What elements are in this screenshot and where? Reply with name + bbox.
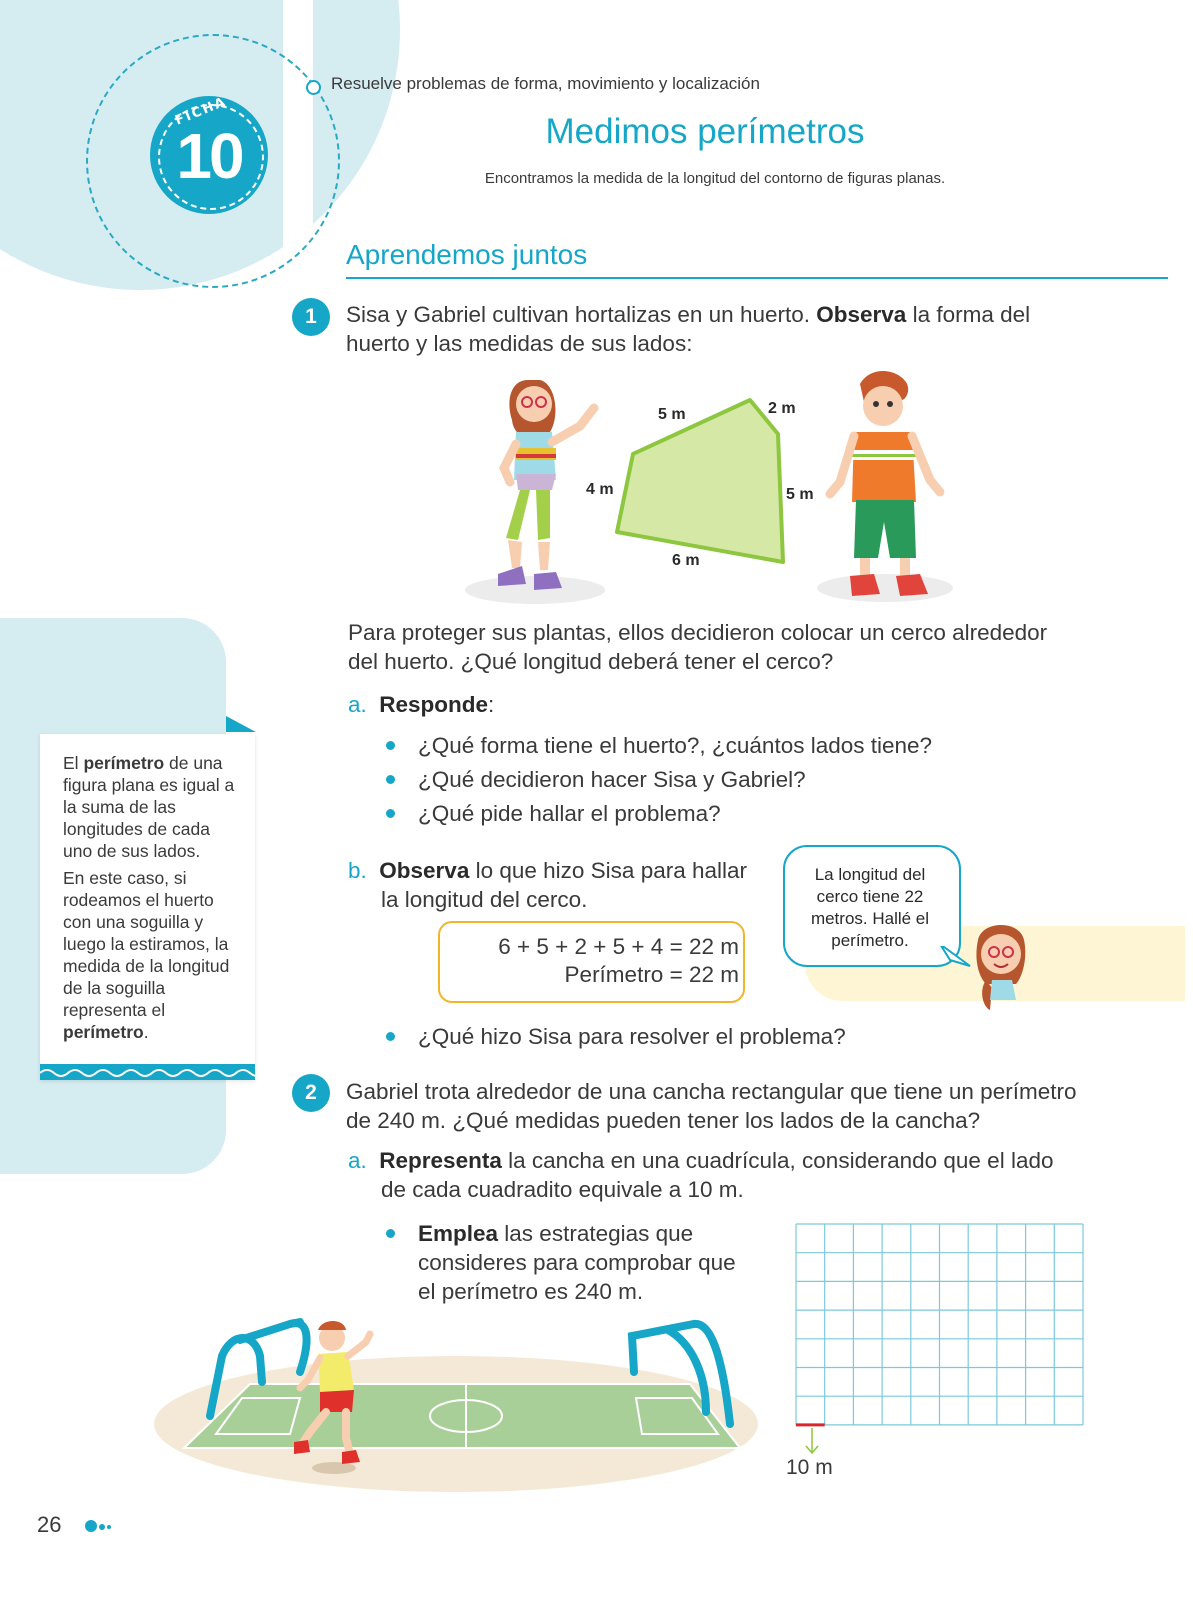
part-a-heading: a. Responde: — [348, 692, 495, 717]
part-b-heading: b. Observa lo que hizo Sisa para hallar la longitud del cerco. — [348, 858, 748, 912]
question-bullet-2: ¿Qué decidieron hacer Sisa y Gabriel? — [418, 767, 806, 792]
boy-shadow — [817, 574, 953, 602]
problem-2-statement: Gabriel trota alrededor de una cancha rectangular que tiene un perímetro de 240 m. ¿Qué medidas pueden tener los lados de la cancha? — [346, 1079, 1077, 1133]
ficha-number: 10 — [176, 120, 242, 192]
page-number: 26 — [37, 1512, 62, 1537]
page-title: Medimos perímetros — [545, 112, 865, 151]
square-grid — [794, 1222, 1086, 1458]
reflection-bullet: ¿Qué hizo Sisa para resolver el problema? — [418, 1024, 846, 1049]
speech-bubble-text: La longitud del cerco tiene 22 metros. Hallé el perímetro. — [810, 865, 930, 950]
problem-1-question: Para proteger sus plantas, ellos decidieron colocar un cerco alrededor del huerto. ¿Qué longitud deberá tener el cerco? — [348, 620, 1048, 674]
problem-2-number: 2 — [292, 1074, 330, 1112]
problem-2-part-a: a. Representa la cancha en una cuadrícula, considerando que el lado de cada cuadradito equivale a 10 m. — [348, 1148, 1054, 1202]
page-subtitle: Encontramos la medida de la longitud del contorno de figuras planas. — [484, 170, 946, 187]
arrow-down-icon — [806, 1428, 818, 1453]
soccer-field-illustration — [150, 1312, 762, 1494]
garden-illustration — [460, 362, 970, 612]
grid-unit-label: 10 m — [786, 1456, 833, 1479]
section-title: Aprendemos juntos — [346, 239, 588, 270]
definition-text: El perímetro de una figura plana es igual a la suma de las longitudes de cada uno de sus lados. En este caso, si rodeamos el huerto con una soguilla y luego la estiramos, la medida de la longitud de la soguilla representa el perímetro. — [63, 753, 235, 1042]
sidebar-tab — [226, 716, 256, 732]
field — [184, 1384, 740, 1448]
bullet-icon — [386, 1032, 395, 1041]
ficha-label: FICHA — [173, 94, 230, 129]
question-bullet-3: ¿Qué pide hallar el problema? — [418, 801, 721, 826]
bullet-icon — [386, 1229, 395, 1238]
problem-1-number: 1 — [292, 298, 330, 336]
garden-shape — [617, 400, 783, 562]
girl-sisa-figure — [498, 380, 594, 590]
side-label-left: 4 m — [586, 481, 614, 498]
sum-equation: 6 + 5 + 2 + 5 + 4 = 22 m — [498, 934, 739, 959]
side-label-right: 5 m — [786, 486, 814, 503]
card-wave-strip — [40, 1064, 255, 1080]
strategy-bullet: Emplea las estrategias que consideres para comprobar que el perímetro es 240 m. — [418, 1221, 736, 1304]
bullet-icon — [386, 741, 395, 750]
boy-gabriel-figure — [830, 371, 940, 596]
bullet-icon — [386, 775, 395, 784]
side-label-top: 5 m — [658, 406, 686, 423]
problem-1-intro: Sisa y Gabriel cultivan hortalizas en un huerto. Observa la forma del huerto y las medidas de sus lados: — [346, 302, 1031, 356]
side-label-bottom: 6 m — [672, 552, 700, 569]
page-dots-icon — [84, 1519, 114, 1533]
side-label-top-right: 2 m — [768, 400, 796, 417]
competency-text: Resuelve problemas de forma, movimiento y localización — [331, 74, 760, 93]
girl-sisa-head — [968, 918, 1032, 1014]
perimeter-result: Perímetro = 22 m — [564, 962, 739, 987]
question-bullet-1: ¿Qué forma tiene el huerto?, ¿cuántos lados tiene? — [418, 733, 933, 758]
competency-bullet-icon — [306, 80, 321, 95]
bullet-icon — [386, 809, 395, 818]
section-rule — [346, 277, 1168, 279]
